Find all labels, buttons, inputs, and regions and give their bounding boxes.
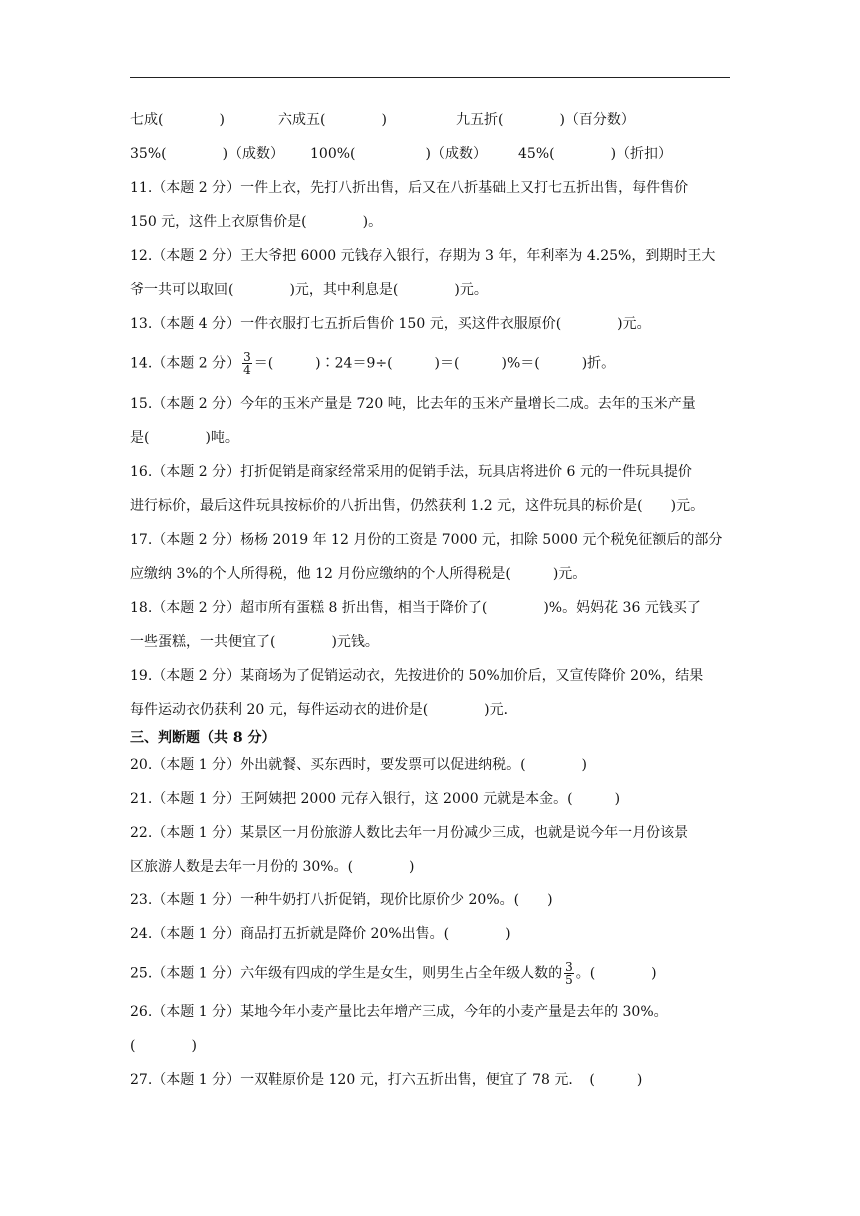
fraction-three-fifths (564, 961, 574, 986)
question-23: 23.（本题 1 分）一种牛奶打八折促销，现价比原价少 20%。( ) (130, 892, 553, 908)
question-19-line2: 每件运动衣仍获利 20 元，每件运动衣的进价是( )元． (130, 702, 518, 718)
question-17-line2: 应缴纳 3%的个人所得税，他 12 月份应缴纳的个人所得税是( )元。 (130, 566, 587, 582)
question-25-prefix: 25.（本题 1 分）六年级有四成的学生是女生，则男生占全年级人数的 (130, 965, 563, 982)
fraction-numerator: 3 (565, 960, 573, 974)
conversion-45: 45%( )（折扣） (518, 146, 673, 162)
question-27: 27.（本题 1 分）一双鞋原价是 120 元，打六五折出售，便宜了 78 元． ( ) (130, 1072, 643, 1088)
question-18-line1: 18.（本题 2 分）超市所有蛋糕 8 折出售，相当于降价了( )%。妈妈花 36 元钱买了 (130, 600, 701, 616)
question-24: 24.（本题 1 分）商品打五折就是降价 20%出售。( ) (130, 926, 511, 942)
fraction-denominator: 5 (565, 973, 573, 987)
question-18-line2: 一些蛋糕，一共便宜了( )元钱。 (130, 634, 379, 650)
question-25 (130, 961, 657, 986)
question-14-prefix: 14.（本题 2 分） (130, 355, 241, 372)
conversion-100: 100%( )（成数） (310, 146, 487, 162)
conversion-jiuwuzhe: 九五折( )（百分数） (456, 112, 635, 128)
question-22-line1: 22.（本题 1 分）某景区一月份旅游人数比去年一月份减少三成，也就是说今年一月份该景 (130, 825, 689, 841)
question-26-line1: 26.（本题 1 分）某地今年小麦产量比去年增产三成，今年的小麦产量是去年的 30%。 (130, 1004, 668, 1020)
fraction-three-quarters (242, 351, 252, 376)
question-15-line1: 15.（本题 2 分）今年的玉米产量是 720 吨，比去年的玉米产量增长二成。去年的玉米产量 (130, 396, 696, 412)
question-25-suffix: 。( ) (575, 965, 657, 982)
question-19-line1: 19.（本题 2 分）某商场为了促销运动衣，先按进价的 50%加价后，又宣传降价 20%，结果 (130, 668, 704, 684)
header-rule (130, 77, 730, 78)
question-20: 20.（本题 1 分）外出就餐、买东西时，要发票可以促进纳税。( ) (130, 757, 587, 773)
fraction-denominator: 4 (243, 363, 251, 377)
question-16-line1: 16.（本题 2 分）打折促销是商家经常采用的促销手法，玩具店将进价 6 元的一件玩具提价 (130, 464, 692, 480)
conversion-liucheng-wu: 六成五( ) (278, 112, 387, 128)
question-15-line2: 是( )吨。 (130, 430, 239, 446)
question-12-line2: 爷一共可以取回( )元，其中利息是( )元。 (130, 282, 488, 298)
question-11-line2: 150 元，这件上衣原售价是( )。 (130, 214, 383, 230)
question-26-line2: ( ) (130, 1038, 197, 1054)
question-13: 13.（本题 4 分）一件衣服打七五折后售价 150 元，买这件衣服原价( )元。 (130, 316, 651, 332)
conversion-35: 35%( )（成数） (130, 146, 285, 162)
question-14-suffix: ＝( )∶24＝9÷( )＝( )%＝( )折。 (253, 355, 616, 372)
question-22-line2: 区旅游人数是去年一月份的 30%。( ) (130, 859, 415, 875)
question-12-line1: 12.（本题 2 分）王大爷把 6000 元钱存入银行，存期为 3 年，年利率为 4.25%，到期时王大 (130, 248, 716, 264)
question-21: 21.（本题 1 分）王阿姨把 2000 元存入银行，这 2000 元就是本金。( ) (130, 791, 621, 807)
section-heading-judgement: 三、判断题（共 8 分） (130, 730, 276, 746)
question-14 (130, 351, 615, 376)
conversion-qizheng: 七成( ) (130, 112, 225, 128)
question-17-line1: 17.（本题 2 分）杨杨 2019 年 12 月份的工资是 7000 元，扣除 5000 元个税免征额后的部分 (130, 532, 723, 548)
question-11-line1: 11.（本题 2 分）一件上衣，先打八折出售，后又在八折基础上又打七五折出售，每件售价 (130, 180, 689, 196)
fraction-numerator: 3 (243, 350, 251, 364)
question-16-line2: 进行标价，最后这件玩具按标价的八折出售，仍然获利 1.2 元，这件玩具的标价是( )元。 (130, 498, 705, 514)
